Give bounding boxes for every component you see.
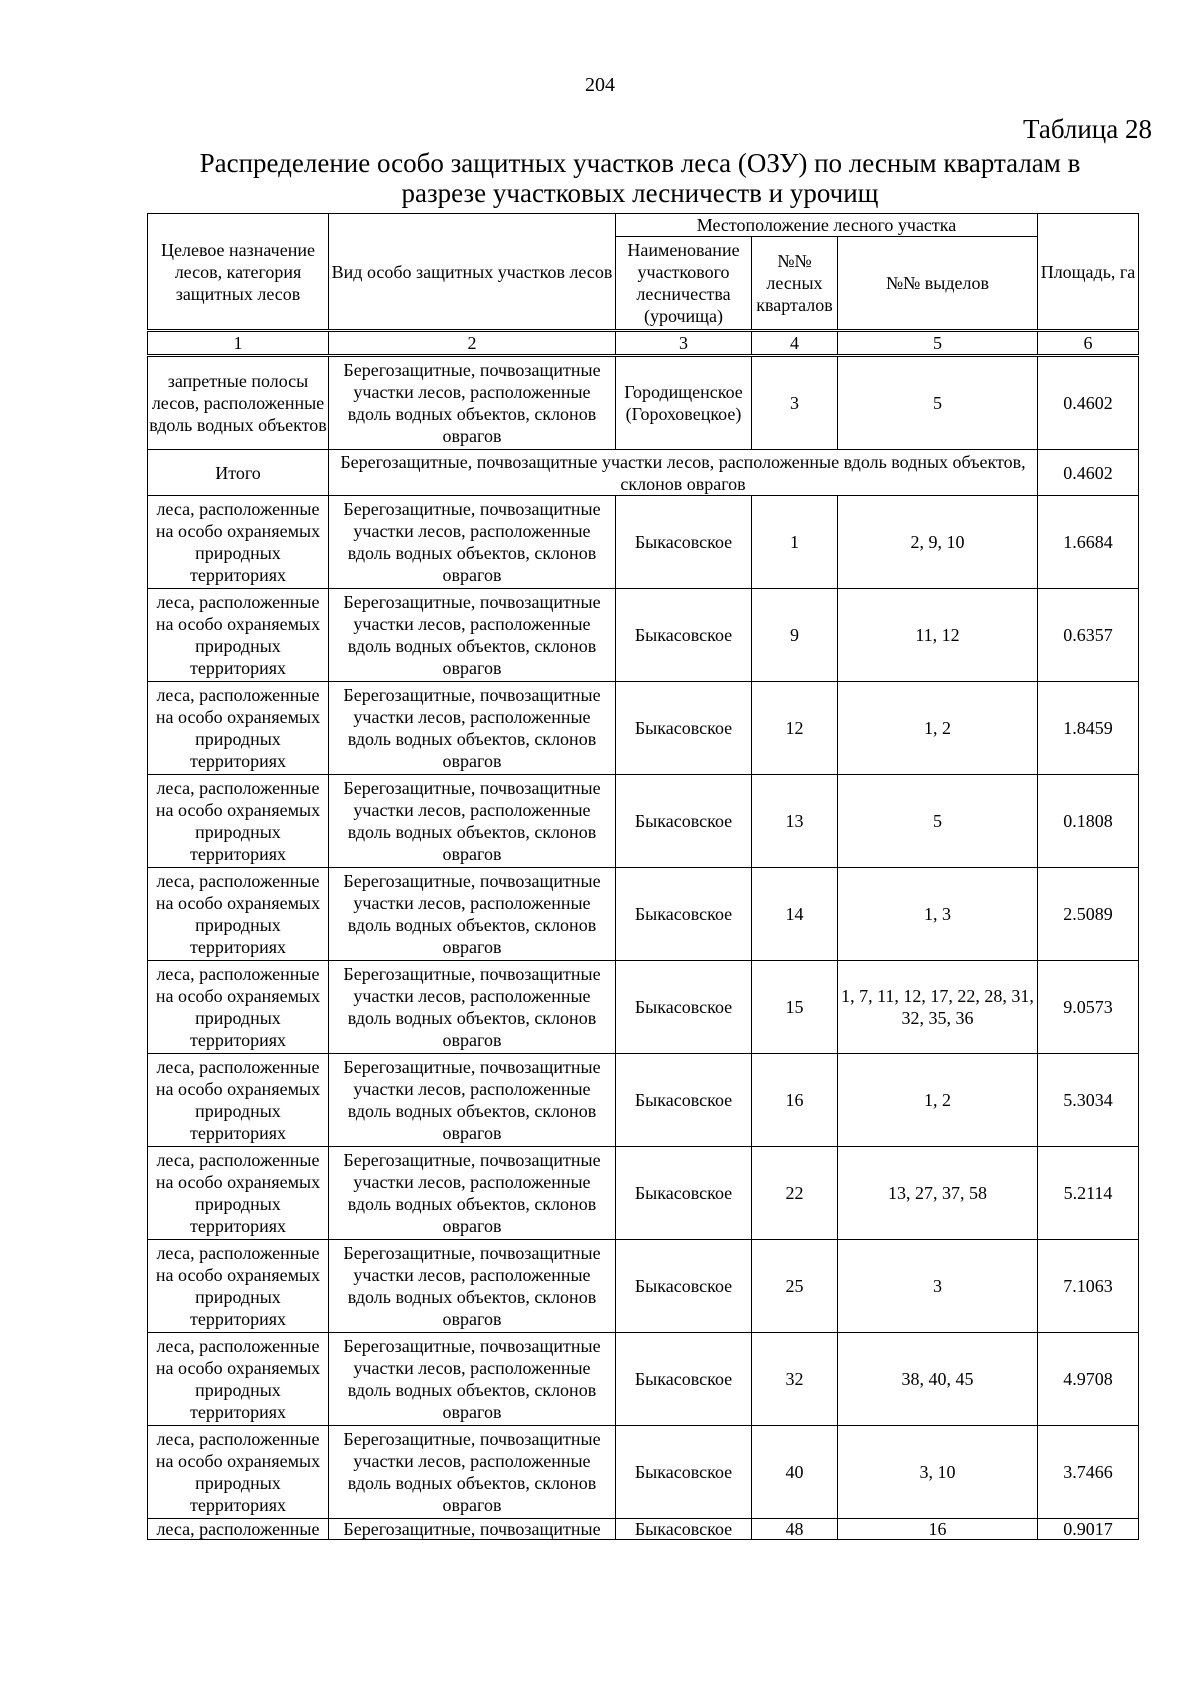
total-row [148,450,1139,496]
cell-area: 1.8459 [1038,682,1139,775]
cell-ozu-type: Берегозащитные, почвозащитные участки лесов, расположенные вдоль водных объектов, склонов оврагов [329,1333,616,1426]
cell-forestry: Быкасовское [616,1054,752,1147]
cell-purpose: леса, расположенные на особо охраняемых природных территориях [148,868,329,961]
cell-area: 0.4602 [1038,356,1139,450]
cell-ozu-type: Берегозащитные, почвозащитные участки лесов, расположенные вдоль водных объектов, склонов оврагов [329,589,616,682]
cell-purpose: леса, расположенные на особо охраняемых природных территориях [148,1147,329,1240]
total-area: 0.4602 [1038,450,1139,496]
cell-area: 0.1808 [1038,775,1139,868]
table-row [148,961,1139,1054]
cell-plots: 1, 3 [838,868,1038,961]
cell-area: 5.2114 [1038,1147,1139,1240]
cell-forestry: Городищенское (Гороховецкое) [616,356,752,450]
cell-ozu-type: Берегозащитные, почвозащитные участки лесов, расположенные вдоль водных объектов, склонов оврагов [329,961,616,1054]
cell-ozu-type: Берегозащитные, почвозащитные участки лесов, расположенные вдоль водных объектов, склонов оврагов [329,1426,616,1519]
table-row [148,1240,1139,1333]
cell-quarter: 22 [752,1147,838,1240]
column-number: 1 [148,331,329,356]
header-plots: №№ выделов [838,237,1038,331]
cell-area: 5.3034 [1038,1054,1139,1147]
column-numbers-row [148,331,1139,356]
cell-ozu-type: Берегозащитные, почвозащитные участки лесов, расположенные вдоль водных объектов, склонов оврагов [329,496,616,589]
table-row-partial [148,1519,1139,1540]
cell-quarter: 1 [752,496,838,589]
cell-plots: 1, 7, 11, 12, 17, 22, 28, 31, 32, 35, 36 [838,961,1038,1054]
cell-plots: 1, 2 [838,682,1038,775]
cell-area: 3.7466 [1038,1426,1139,1519]
cell-forestry: Быкасовское [616,1240,752,1333]
cell-purpose: леса, расположенные на особо охраняемых природных территориях [148,1426,329,1519]
cell-purpose: леса, расположенные на особо охраняемых природных территориях [148,1054,329,1147]
ozu-table [147,213,1139,1540]
page-number: 204 [585,74,615,96]
cell-purpose: леса, расположенные [148,1519,329,1540]
cell-quarter: 9 [752,589,838,682]
cell-plots: 3 [838,1240,1038,1333]
table-title [140,148,1140,208]
table-row [148,775,1139,868]
total-description: Берегозащитные, почвозащитные участки лесов, расположенные вдоль водных объектов, склонов оврагов [329,450,1038,496]
cell-forestry: Быкасовское [616,589,752,682]
cell-ozu-type: Берегозащитные, почвозащитные [329,1519,616,1540]
cell-area: 2.5089 [1038,868,1139,961]
cell-area: 0.9017 [1038,1519,1139,1540]
table-caption: Таблица 28 [1023,114,1152,144]
header-forestry-name: Наименование участкового лесничества (урочища) [616,237,752,331]
cell-quarter: 12 [752,682,838,775]
cell-quarter: 15 [752,961,838,1054]
table-row [148,356,1139,450]
header-quarters: №№ лесных кварталов [752,237,838,331]
cell-quarter: 16 [752,1054,838,1147]
cell-purpose: леса, расположенные на особо охраняемых природных территориях [148,589,329,682]
table-title-line-2: разрезе участковых лесничеств и урочищ [401,178,879,208]
cell-plots: 3, 10 [838,1426,1038,1519]
table-row [148,1333,1139,1426]
cell-forestry: Быкасовское [616,961,752,1054]
cell-ozu-type: Берегозащитные, почвозащитные участки лесов, расположенные вдоль водных объектов, склонов оврагов [329,1240,616,1333]
cell-forestry: Быкасовское [616,496,752,589]
cell-purpose: леса, расположенные на особо охраняемых природных территориях [148,1240,329,1333]
table-row [148,682,1139,775]
table-row [148,1426,1139,1519]
cell-forestry: Быкасовское [616,1426,752,1519]
cell-quarter: 3 [752,356,838,450]
total-label: Итого [148,450,329,496]
cell-area: 1.6684 [1038,496,1139,589]
cell-quarter: 32 [752,1333,838,1426]
cell-ozu-type: Берегозащитные, почвозащитные участки лесов, расположенные вдоль водных объектов, склонов оврагов [329,682,616,775]
header-location-group: Местоположение лесного участка [616,214,1038,237]
cell-quarter: 13 [752,775,838,868]
cell-quarter: 14 [752,868,838,961]
column-number: 6 [1038,331,1139,356]
cell-forestry: Быкасовское [616,1333,752,1426]
table-title-line-1: Распределение особо защитных участков леса (ОЗУ) по лесным кварталам в [199,148,1081,178]
column-number: 4 [752,331,838,356]
table-row [148,1054,1139,1147]
cell-area: 9.0573 [1038,961,1139,1054]
cell-area: 0.6357 [1038,589,1139,682]
cell-plots: 1, 2 [838,1054,1038,1147]
header-purpose: Целевое назначение лесов, категория защитных лесов [148,214,329,331]
cell-ozu-type: Берегозащитные, почвозащитные участки лесов, расположенные вдоль водных объектов, склонов оврагов [329,775,616,868]
cell-area: 4.9708 [1038,1333,1139,1426]
table-row [148,589,1139,682]
column-number: 2 [329,331,616,356]
cell-plots: 5 [838,356,1038,450]
cell-quarter: 48 [752,1519,838,1540]
cell-ozu-type: Берегозащитные, почвозащитные участки лесов, расположенные вдоль водных объектов, склонов оврагов [329,356,616,450]
cell-quarter: 40 [752,1426,838,1519]
cell-forestry: Быкасовское [616,1519,752,1540]
cell-forestry: Быкасовское [616,1147,752,1240]
cell-plots: 16 [838,1519,1038,1540]
cell-purpose: леса, расположенные на особо охраняемых природных территориях [148,775,329,868]
cell-plots: 5 [838,775,1038,868]
cell-ozu-type: Берегозащитные, почвозащитные участки лесов, расположенные вдоль водных объектов, склонов оврагов [329,868,616,961]
cell-plots: 13, 27, 37, 58 [838,1147,1038,1240]
cell-purpose: леса, расположенные на особо охраняемых природных территориях [148,496,329,589]
column-number: 3 [616,331,752,356]
cell-ozu-type: Берегозащитные, почвозащитные участки лесов, расположенные вдоль водных объектов, склонов оврагов [329,1054,616,1147]
cell-purpose: леса, расположенные на особо охраняемых природных территориях [148,682,329,775]
column-number: 5 [838,331,1038,356]
cell-forestry: Быкасовское [616,868,752,961]
cell-ozu-type: Берегозащитные, почвозащитные участки лесов, расположенные вдоль водных объектов, склонов оврагов [329,1147,616,1240]
table-row [148,868,1139,961]
table-row [148,1147,1139,1240]
cell-plots: 11, 12 [838,589,1038,682]
cell-forestry: Быкасовское [616,682,752,775]
header-area: Площадь, га [1038,214,1139,331]
cell-purpose: леса, расположенные на особо охраняемых природных территориях [148,961,329,1054]
cell-purpose: леса, расположенные на особо охраняемых природных территориях [148,1333,329,1426]
cell-purpose: запретные полосы лесов, расположенные вдоль водных объектов [148,356,329,450]
header-ozu-type: Вид особо защитных участков лесов [329,214,616,331]
cell-quarter: 25 [752,1240,838,1333]
cell-area: 7.1063 [1038,1240,1139,1333]
table-row [148,496,1139,589]
cell-plots: 2, 9, 10 [838,496,1038,589]
cell-plots: 38, 40, 45 [838,1333,1038,1426]
cell-forestry: Быкасовское [616,775,752,868]
